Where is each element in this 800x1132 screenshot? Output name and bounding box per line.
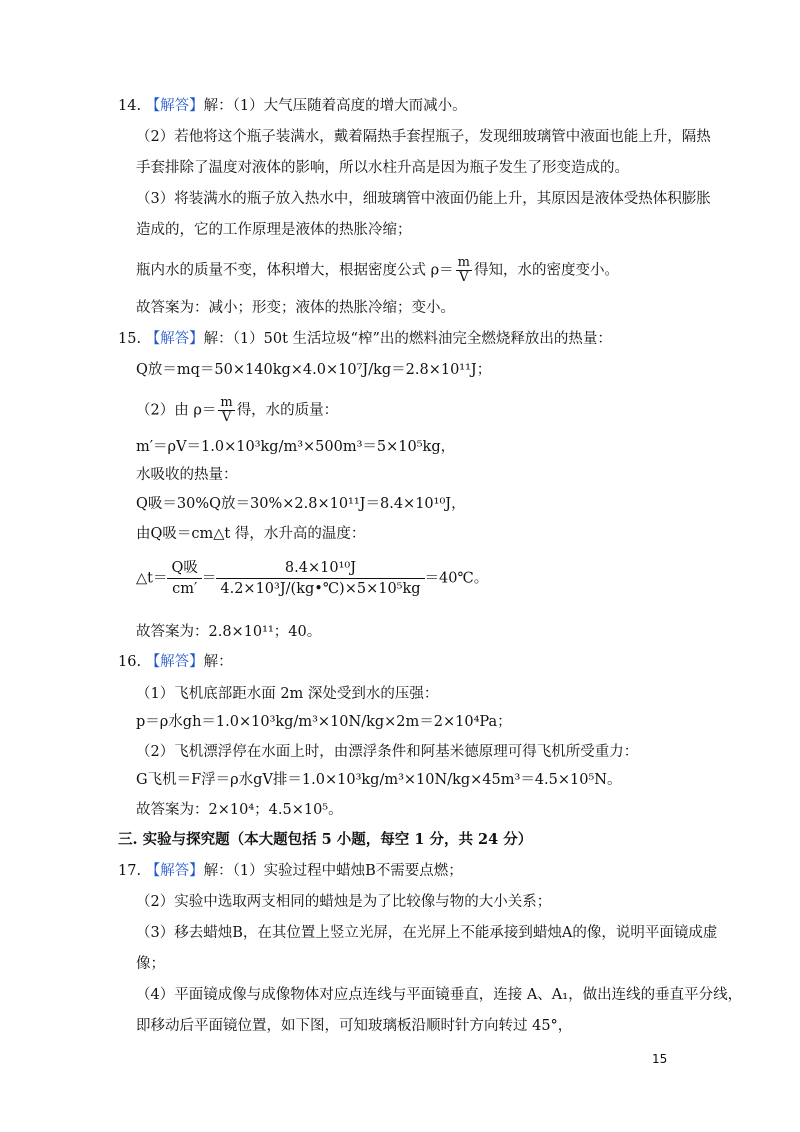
heat-fraction (167, 558, 201, 599)
q16-line-2: （1）飞机底部距水面 2m 深处受到水的压强： (136, 686, 439, 702)
q14-line-5: 造成的，它的工作原理是液体的热胀冷缩； (136, 222, 412, 238)
fraction-numerator: m (220, 395, 233, 410)
q16-line-1 (118, 652, 233, 672)
q16-answer-tag: 【解答】 (145, 654, 204, 670)
q15-answer-tag: 【解答】 (145, 331, 204, 347)
q16-line-4: （2）飞机漂浮停在水面上时，由漂浮条件和阿基米德原理可得飞机所受重力： (136, 744, 639, 760)
q14-jie: 解： (203, 98, 233, 114)
density-fraction (218, 396, 234, 425)
q17-answer-tag: 【解答】 (145, 863, 204, 879)
q15-line-7: 由Q吸＝cm△t 得，水升高的温度： (136, 526, 366, 542)
q14-line-1 (118, 96, 467, 116)
q14-line-7: 故答案为：减小；形变；液体的热胀冷缩；变小。 (136, 300, 455, 316)
q14-line-4: （3）将装满水的瓶子放入热水中，细玻璃管中液面仍能上升，其原因是液体受热体积膨胀 (136, 191, 711, 207)
q15-line-9: 故答案为：2.8×10¹¹；40。 (136, 624, 322, 640)
q15-text-8b: ＝40℃。 (424, 570, 489, 587)
fraction-numerator: 8.4×10¹⁰J (216, 558, 424, 579)
q16-line-3: p＝ρ水gh＝1.0×10³kg/m³×10N/kg×2m＝2×10⁴Pa； (136, 714, 512, 730)
q17-line-6: 即移动后平面镜位置，如下图，可知玻璃板沿顺时针方向转过 45°， (136, 1018, 573, 1034)
q15-text-3b: 得，水的质量： (236, 402, 339, 419)
q17-text-1: （1）实验过程中蜡烛B不需要点燃； (232, 863, 463, 879)
q14-answer-tag: 【解答】 (145, 98, 204, 114)
q15-line-8 (136, 558, 488, 599)
q15-line-5: 水吸收的热量： (136, 467, 238, 483)
fraction-numerator: m (457, 255, 470, 270)
q15-text-8a: △t＝ (136, 570, 168, 587)
q15-line-4: m′＝ρV＝1.0×10³kg/m³×500m³＝5×10⁵kg， (136, 439, 456, 455)
fraction-denominator: V (459, 270, 469, 285)
fraction-denominator: 4.2×10³J/(kg•℃)×5×10⁵kg (220, 581, 421, 597)
density-fraction (456, 256, 472, 285)
fraction-denominator: V (221, 410, 232, 425)
q14-text-1: （1）大气压随着高度的增大而减小。 (232, 98, 467, 114)
q17-number: 17. (118, 863, 142, 879)
q17-line-1 (118, 861, 463, 881)
q16-line-6: 故答案为：2×10⁴；4.5×10⁵。 (136, 802, 343, 818)
page-number: 15 (652, 1052, 668, 1066)
q17-jie: 解： (203, 863, 233, 879)
q15-text-1: （1）50t 生活垃圾“榨”出的燃料油完全燃烧释放出的热量： (232, 331, 612, 347)
q17-line-4: 像； (136, 956, 165, 972)
temperature-fraction (216, 558, 424, 599)
q15-line-1 (118, 329, 612, 349)
q16-jie: 解： (203, 654, 233, 670)
q14-text-6a: 瓶内水的质量不变，体积增大，根据密度公式 ρ＝ (136, 262, 454, 279)
q17-line-5: （4）平面镜成像与成像物体对应点连线与平面镜垂直，连接 A、A₁，做出连线的垂直平分线， (136, 987, 743, 1003)
q17-line-2: （2）实验中选取两支相同的蜡烛是为了比较像与物的大小关系； (136, 894, 552, 910)
fraction-numerator: Q吸 (167, 558, 201, 579)
q15-line-6: Q吸＝30%Q放＝30%×2.8×10¹¹J＝8.4×10¹⁰J， (136, 496, 466, 512)
q17-line-3: （3）移去蜡烛B，在其位置上竖立光屏，在光屏上不能承接到蜡烛A的像，说明平面镜成虚 (136, 925, 718, 941)
q14-line-2: （2）若他将这个瓶子装满水，戴着隔热手套捏瓶子，发现细玻璃管中液面也能上升，隔热 (136, 129, 711, 145)
q15-line-2: Q放＝mq＝50×140kg×4.0×10⁷J/kg＝2.8×10¹¹J； (136, 362, 492, 378)
q14-line-6 (136, 256, 619, 285)
q16-number: 16. (118, 654, 142, 670)
q15-eq: ＝ (201, 570, 217, 587)
q15-text-3a: （2）由 ρ＝ (136, 402, 217, 419)
fraction-denominator: cm′ (172, 581, 198, 597)
q14-line-3: 手套排除了温度对液体的影响，所以水柱升高是因为瓶子发生了形变造成的。 (136, 160, 629, 176)
q15-number: 15. (118, 331, 142, 347)
q15-jie: 解： (203, 331, 233, 347)
q14-text-6b: 得知，水的密度变小。 (473, 262, 619, 279)
section-3-heading: 三. 实验与探究题（本大题包括 5 小题，每空 1 分，共 24 分） (118, 831, 533, 848)
q15-line-3 (136, 396, 338, 425)
q16-line-5: G飞机＝F浮＝ρ水gV排＝1.0×10³kg/m³×10N/kg×45m³＝4.5×10⁵N。 (136, 772, 622, 788)
q14-number: 14. (118, 98, 142, 114)
